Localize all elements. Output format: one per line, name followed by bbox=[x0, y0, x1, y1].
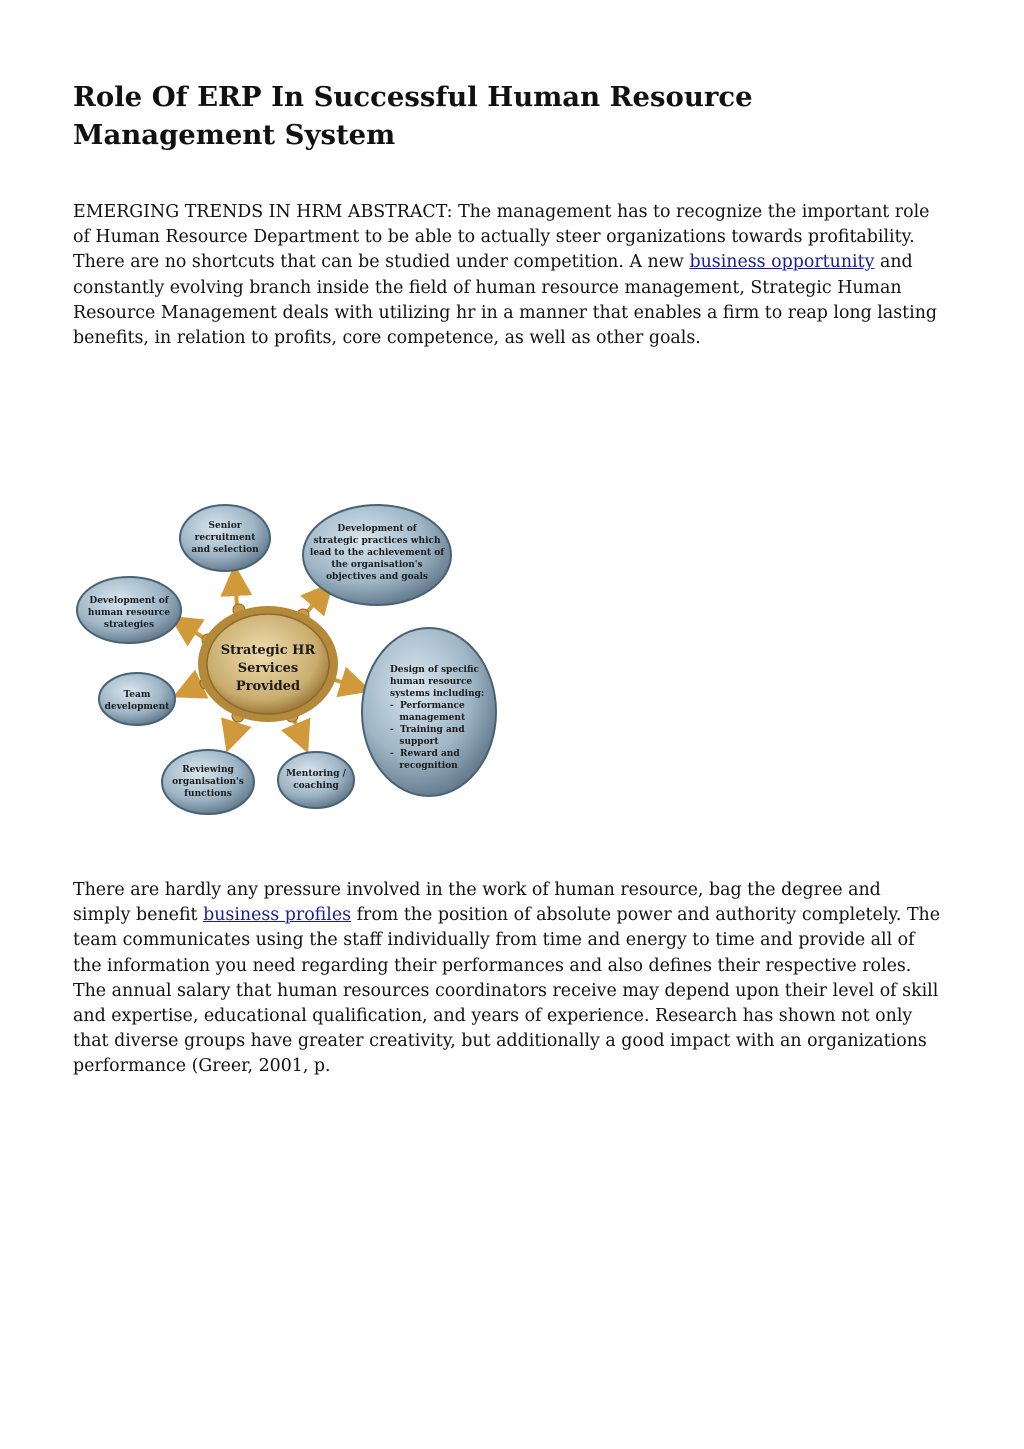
center-label-3: Provided bbox=[235, 679, 301, 694]
center-label-2: Services bbox=[237, 661, 299, 676]
strategic-hr-diagram bbox=[72, 500, 502, 820]
center-node bbox=[198, 606, 338, 722]
svg-text:Development of: Development of bbox=[337, 524, 417, 534]
svg-text:development: development bbox=[104, 702, 170, 712]
svg-text:Reviewing: Reviewing bbox=[182, 765, 234, 775]
node-development-strategies bbox=[77, 577, 181, 643]
page-title: Role Of ERP In Successful Human Resource Management System bbox=[73, 81, 753, 151]
svg-text:and selection: and selection bbox=[191, 545, 259, 555]
arrow-team bbox=[180, 684, 202, 694]
svg-text:- Performance: - Performance bbox=[390, 701, 465, 711]
arrow-mentoring bbox=[294, 720, 305, 746]
arrow-senior bbox=[235, 572, 237, 608]
svg-text:Mentoring /: Mentoring / bbox=[286, 769, 346, 779]
arrow-design bbox=[335, 680, 364, 689]
svg-text:Senior: Senior bbox=[208, 521, 242, 531]
business-opportunity-link[interactable]: business opportunity bbox=[689, 252, 875, 273]
svg-text:the organisation's: the organisation's bbox=[331, 560, 423, 570]
node-reviewing-functions bbox=[162, 750, 254, 814]
paragraph-body bbox=[73, 878, 943, 1080]
svg-text:Design of specific: Design of specific bbox=[390, 665, 480, 675]
svg-text:coaching: coaching bbox=[293, 781, 339, 791]
svg-text:recruitment: recruitment bbox=[194, 533, 256, 543]
paragraph-abstract bbox=[73, 200, 943, 351]
node-development-practices bbox=[303, 505, 451, 605]
paragraph-text: and constantly evolving branch inside the field of human resource management, Strategic Human Resource Management deals with utilizing hr in a manner that enables a firm to reap long lasting benefits, in relation to profits, core competence, as well as other goals. bbox=[73, 252, 938, 349]
svg-text:- Training and: - Training and bbox=[390, 725, 465, 735]
center-label-1: Strategic HR bbox=[220, 643, 316, 658]
paragraph-text: from the position of absolute power and authority completely. The team communicates using the staff individually from time and energy to time and provide all of the information you need regarding their performances and also defines their respective roles. The annual salary that human resources coordinators receive may depend upon their level of skill and expertise, educational qualification, and years of experience. Research has shown not only that diverse groups have greater creativity, but additionally a good impact with an organizations performance (Greer, 2001, p. bbox=[73, 905, 941, 1077]
svg-text:recognition: recognition bbox=[390, 761, 458, 771]
diagram-svg bbox=[72, 500, 502, 820]
svg-text:objectives and goals: objectives and goals bbox=[326, 572, 428, 582]
paragraph-text: EMERGING TRENDS IN HRM ABSTRACT: The management has to recognize the important role of Human Resource Department to be able to actually steer organizations towards profitability. There are no shortcuts that can be studied under competition. A new bbox=[73, 202, 930, 273]
svg-text:strategies: strategies bbox=[103, 620, 155, 630]
svg-text:human resource: human resource bbox=[390, 677, 473, 687]
svg-text:systems including:: systems including: bbox=[390, 689, 485, 699]
svg-text:management: management bbox=[390, 713, 466, 723]
arrow-development-strategies bbox=[176, 620, 204, 638]
paragraph-text: There are hardly any pressure involved in the work of human resource, bag the degree and simply benefit bbox=[73, 880, 881, 926]
svg-text:Team: Team bbox=[123, 690, 151, 700]
business-profiles-link[interactable]: business profiles bbox=[203, 905, 352, 926]
svg-text:- Reward and: - Reward and bbox=[390, 749, 460, 759]
svg-text:Development of: Development of bbox=[89, 596, 169, 606]
svg-text:support: support bbox=[390, 737, 439, 747]
node-team-development bbox=[99, 673, 175, 725]
svg-text:functions: functions bbox=[184, 789, 232, 799]
svg-text:human resource: human resource bbox=[87, 608, 171, 618]
arrow-reviewing bbox=[229, 720, 237, 745]
node-mentoring-coaching bbox=[278, 752, 354, 808]
svg-text:strategic practices which: strategic practices which bbox=[313, 536, 441, 546]
node-senior-recruitment bbox=[180, 505, 270, 571]
node-design-systems bbox=[362, 628, 496, 796]
svg-text:organisation's: organisation's bbox=[172, 777, 244, 787]
svg-text:lead to the achievement of: lead to the achievement of bbox=[309, 548, 445, 558]
